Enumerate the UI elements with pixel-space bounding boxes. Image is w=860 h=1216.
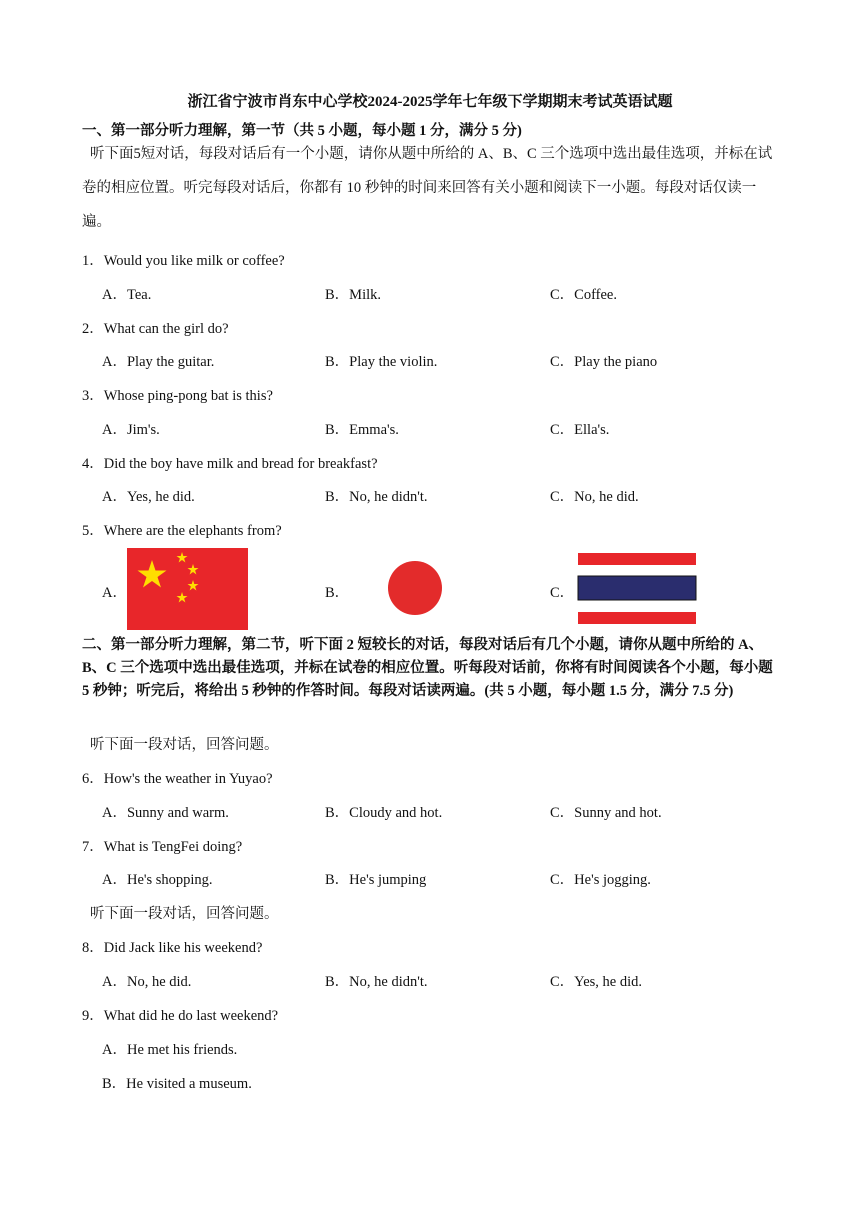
question-2: 2．What can the girl do? xyxy=(82,321,229,337)
japan-flag-icon xyxy=(350,548,480,630)
q9-option-b: B．He visited a museum. xyxy=(102,1076,252,1092)
q5-option-a: A． xyxy=(102,585,127,601)
q4-option-b: B．No, he didn't. xyxy=(325,489,428,505)
question-4: 4．Did the boy have milk and bread for breakfast? xyxy=(82,456,378,472)
q2-option-b: B．Play the violin. xyxy=(325,354,438,370)
q8-option-a: A．No, he did. xyxy=(102,974,192,990)
section2-heading: 二、第一部分听力理解，第二节，听下面 2 短较长的对话，每段对话后有几个小题，请你从题中所给的 A、B、C 三个选项中选出最佳选项，并标在试卷的相应位置。听每段对话前，你将有时间阅读各个小题，每小题 5 秒钟；听完后，将给出 5 秒钟的作答时间。每段对话读两遍。(共 5 小题，每小题 1.5 分，满分 7.5 分) xyxy=(82,637,773,699)
q3-option-a: A．Jim's. xyxy=(102,422,160,438)
q5-option-b: B． xyxy=(325,585,350,601)
section2-intro-1: 听下面一段对话，回答问题。 xyxy=(90,737,279,753)
q1-option-c: C．Coffee. xyxy=(550,287,617,303)
q3-option-c: C．Ella's. xyxy=(550,422,610,438)
question-1: 1．Would you like milk or coffee? xyxy=(82,253,285,269)
q7-option-a: A．He's shopping. xyxy=(102,872,213,888)
section1-heading: 一、第一部分听力理解，第一节（共 5 小题，每小题 1 分，满分 5 分) xyxy=(82,123,522,139)
q5-option-c: C． xyxy=(550,585,575,601)
question-7: 7．What is TengFei doing? xyxy=(82,839,243,855)
exam-title: 浙江省宁波市肖东中心学校2024-2025学年七年级下学期期末考试英语试题 xyxy=(187,94,673,110)
q3-option-b: B．Emma's. xyxy=(325,422,399,438)
q9-option-a: A．He met his friends. xyxy=(102,1042,238,1058)
question-9: 9．What did he do last weekend? xyxy=(82,1008,279,1024)
section1-instruction-text: 听下面5短对话，每段对话后有一个小题，请你从题中所给的 A、B、C 三个选项中选出最佳选项，并标在试卷的相应位置。听完每段对话后，你都有 10 秒钟的时间来回答有关小题和阅读下一小题。每段对话仅读一遍。 xyxy=(82,146,773,230)
question-5: 5．Where are the elephants from? xyxy=(82,523,282,539)
q2-option-a: A．Play the guitar. xyxy=(102,354,215,370)
q8-option-b: B．No, he didn't. xyxy=(325,974,428,990)
q6-option-c: C．Sunny and hot. xyxy=(550,805,662,821)
question-3: 3．Whose ping-pong bat is this? xyxy=(82,388,273,404)
q8-option-c: C．Yes, he did. xyxy=(550,974,642,990)
question-6: 6．How's the weather in Yuyao? xyxy=(82,771,273,787)
q1-option-a: A．Tea. xyxy=(102,287,152,303)
q7-option-b: B．He's jumping xyxy=(325,872,427,888)
q4-option-c: C．No, he did. xyxy=(550,489,639,505)
q6-option-a: A．Sunny and warm. xyxy=(102,805,229,821)
q1-option-b: B．Milk. xyxy=(325,287,381,303)
section2-intro-2: 听下面一段对话，回答问题。 xyxy=(90,906,279,922)
section1-instruction xyxy=(82,137,782,239)
china-flag-icon xyxy=(127,548,248,630)
q4-option-a: A．Yes, he did. xyxy=(102,489,195,505)
question-8: 8．Did Jack like his weekend? xyxy=(82,940,263,956)
q6-option-b: B．Cloudy and hot. xyxy=(325,805,443,821)
q2-option-c: C．Play the piano xyxy=(550,354,658,370)
thailand-flag-icon xyxy=(576,550,698,626)
q7-option-c: C．He's jogging. xyxy=(550,872,651,888)
